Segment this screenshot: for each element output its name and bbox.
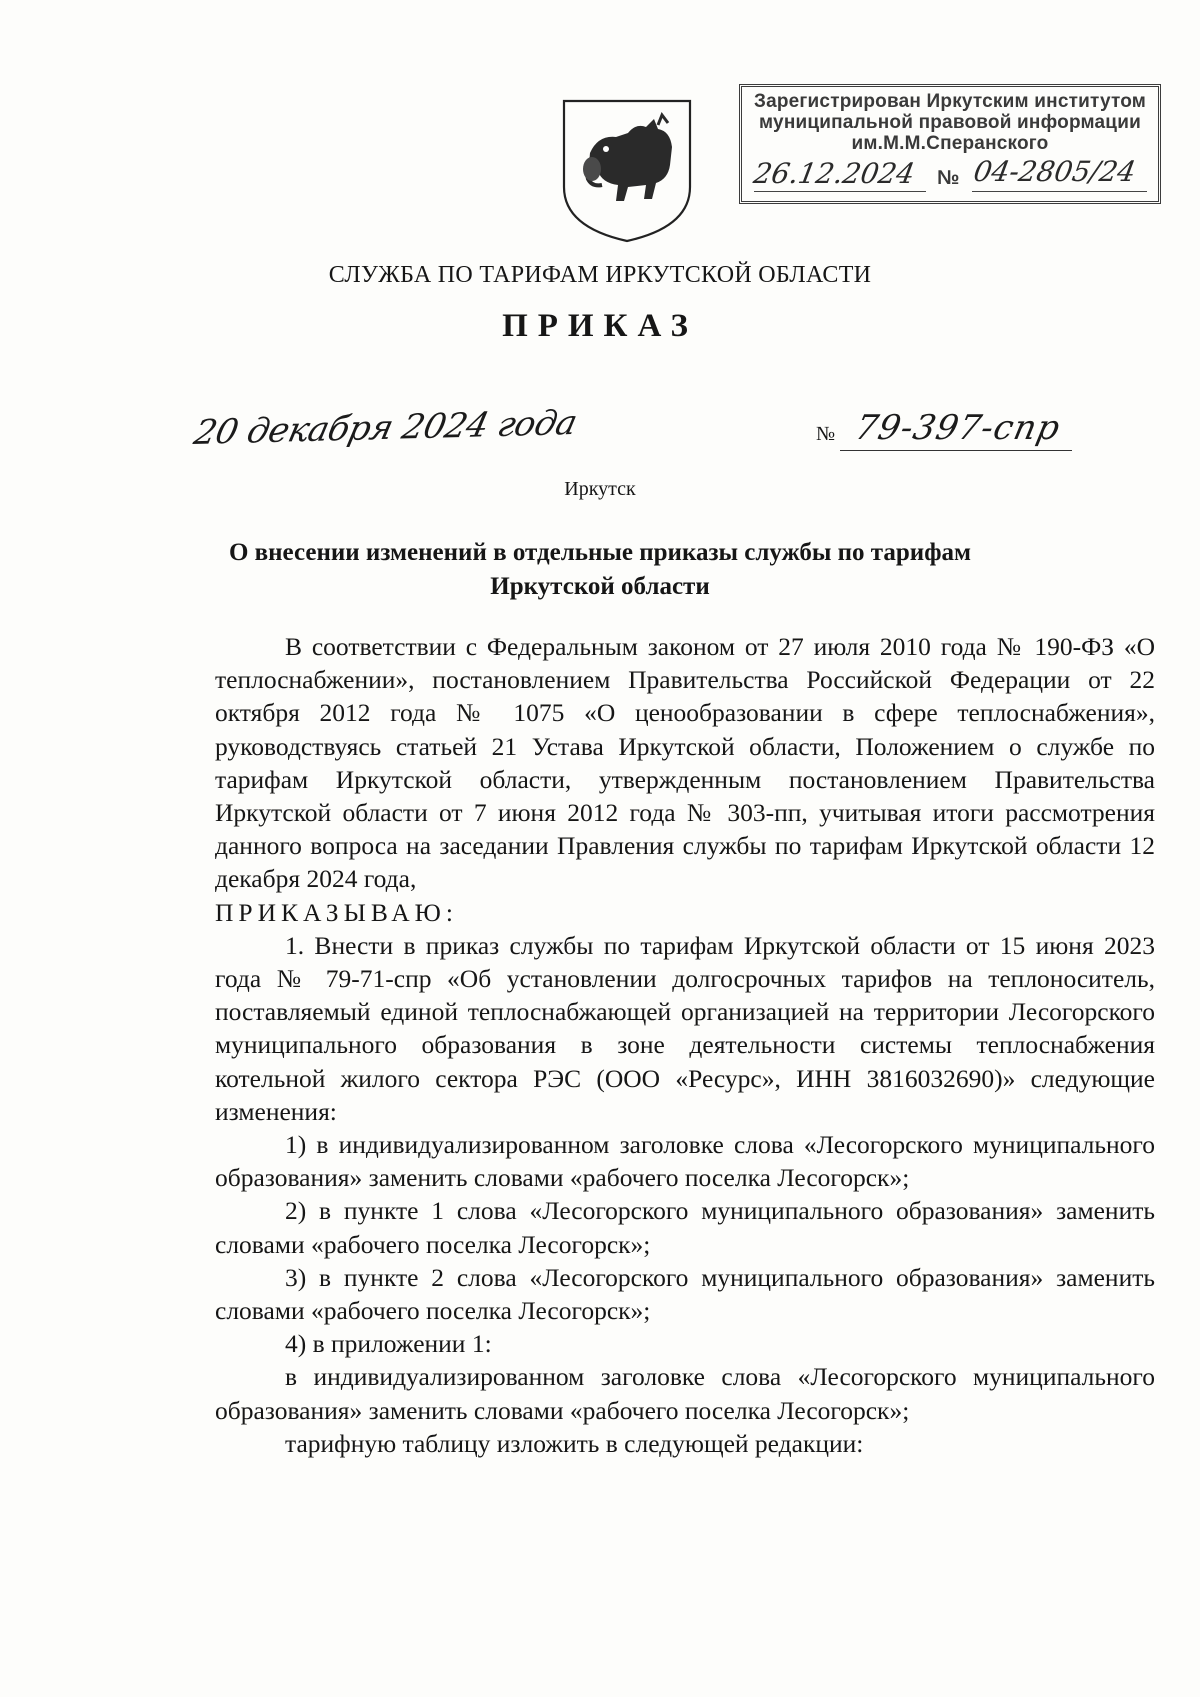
subitem-4-paragraph: 4) в приложении 1: — [285, 1329, 492, 1359]
handwritten-order-number: 79-397-спр — [851, 408, 1065, 448]
subitem-4a-paragraph: в индивидуализированном заголовке слова «Лесогорского муниципального образования» заменить словами «рабочего поселка Лесогорск»; — [215, 1362, 1155, 1425]
coat-of-arms-emblem — [558, 95, 696, 245]
subitem-4b-paragraph: тарифную таблицу изложить в следующей редакции: — [285, 1428, 864, 1458]
order-number-label: № — [816, 423, 836, 445]
subitem-3-paragraph: 3) в пункте 2 слова «Лесогорского муниципального образования» заменить словами «рабочего поселка Лесогорск»; — [215, 1262, 1155, 1326]
document-type-heading: ПРИКАЗ — [502, 308, 698, 344]
stamp-date-underline — [754, 191, 926, 192]
preamble-paragraph: В соответствии с Федеральным законом от 27 июля 2010 года № 190-ФЗ «О теплоснабжении», постановлением Правительства Российской Федерации от 22 октября 2012 года № 1075 «О ценообразовании в сфере теплоснабжения», руководствуясь статьей 21 Устава Иркутской области, Положением о службе по тарифам Иркутской области, утвержденным постановлением Правительства Иркутской области от 7 июня 2012 года № 303-пп, учитывая итоги рассмотрения данного вопроса на заседании Правления службы по тарифам Иркутской области 12 декабря 2024 года, — [215, 632, 1155, 894]
document-body — [215, 630, 1155, 1460]
registration-stamp — [739, 84, 1161, 204]
organization-name: СЛУЖБА ПО ТАРИФАМ ИРКУТСКОЙ ОБЛАСТИ — [328, 262, 872, 288]
stamp-line-2: муниципальной правовой информации — [759, 112, 1141, 133]
subitem-1-paragraph: 1) в индивидуализированном заголовке слова «Лесогорского муниципального образования» заменить словами «рабочего поселка Лесогорск»; — [215, 1130, 1155, 1193]
title-line-1: О внесении изменений в отдельные приказы службы по тарифам — [228, 539, 972, 566]
stamp-number-underline — [972, 191, 1147, 192]
item-1-paragraph: 1. Внести в приказ службы по тарифам Иркутской области от 15 июня 2023 года № 79-71-спр «Об установлении долгосрочных тарифов на теплоноситель, поставляемый единой теплоснабжающей организацией на территории Лесогорского муниципального образования в зоне деятельности системы теплоснабжения котельной жилого сектора РЭС (ООО «Ресурс», ИНН 3816032690)» следующие изменения: — [215, 930, 1155, 1126]
city-name: Иркутск — [564, 478, 636, 500]
stamp-line-1: Зарегистрирован Иркутским институтом — [753, 91, 1147, 112]
stamp-number-label: № — [937, 167, 960, 189]
title-line-2: Иркутской области — [490, 573, 710, 600]
stamp-handwritten-number: 04-2805/24 — [971, 155, 1139, 188]
order-number-underline — [840, 450, 1072, 451]
stamp-handwritten-date: 26.12.2024 — [751, 157, 918, 190]
handwritten-order-date: 20 декабря 2024 года — [190, 403, 581, 453]
order-word: ПРИКАЗЫВАЮ: — [215, 897, 458, 927]
stamp-line-3: им.М.М.Сперанского — [851, 133, 1049, 154]
subitem-2-paragraph: 2) в пункте 1 слова «Лесогорского муниципального образования» заменить словами «рабочего поселка Лесогорск»; — [215, 1196, 1155, 1259]
document-title — [0, 536, 1200, 604]
